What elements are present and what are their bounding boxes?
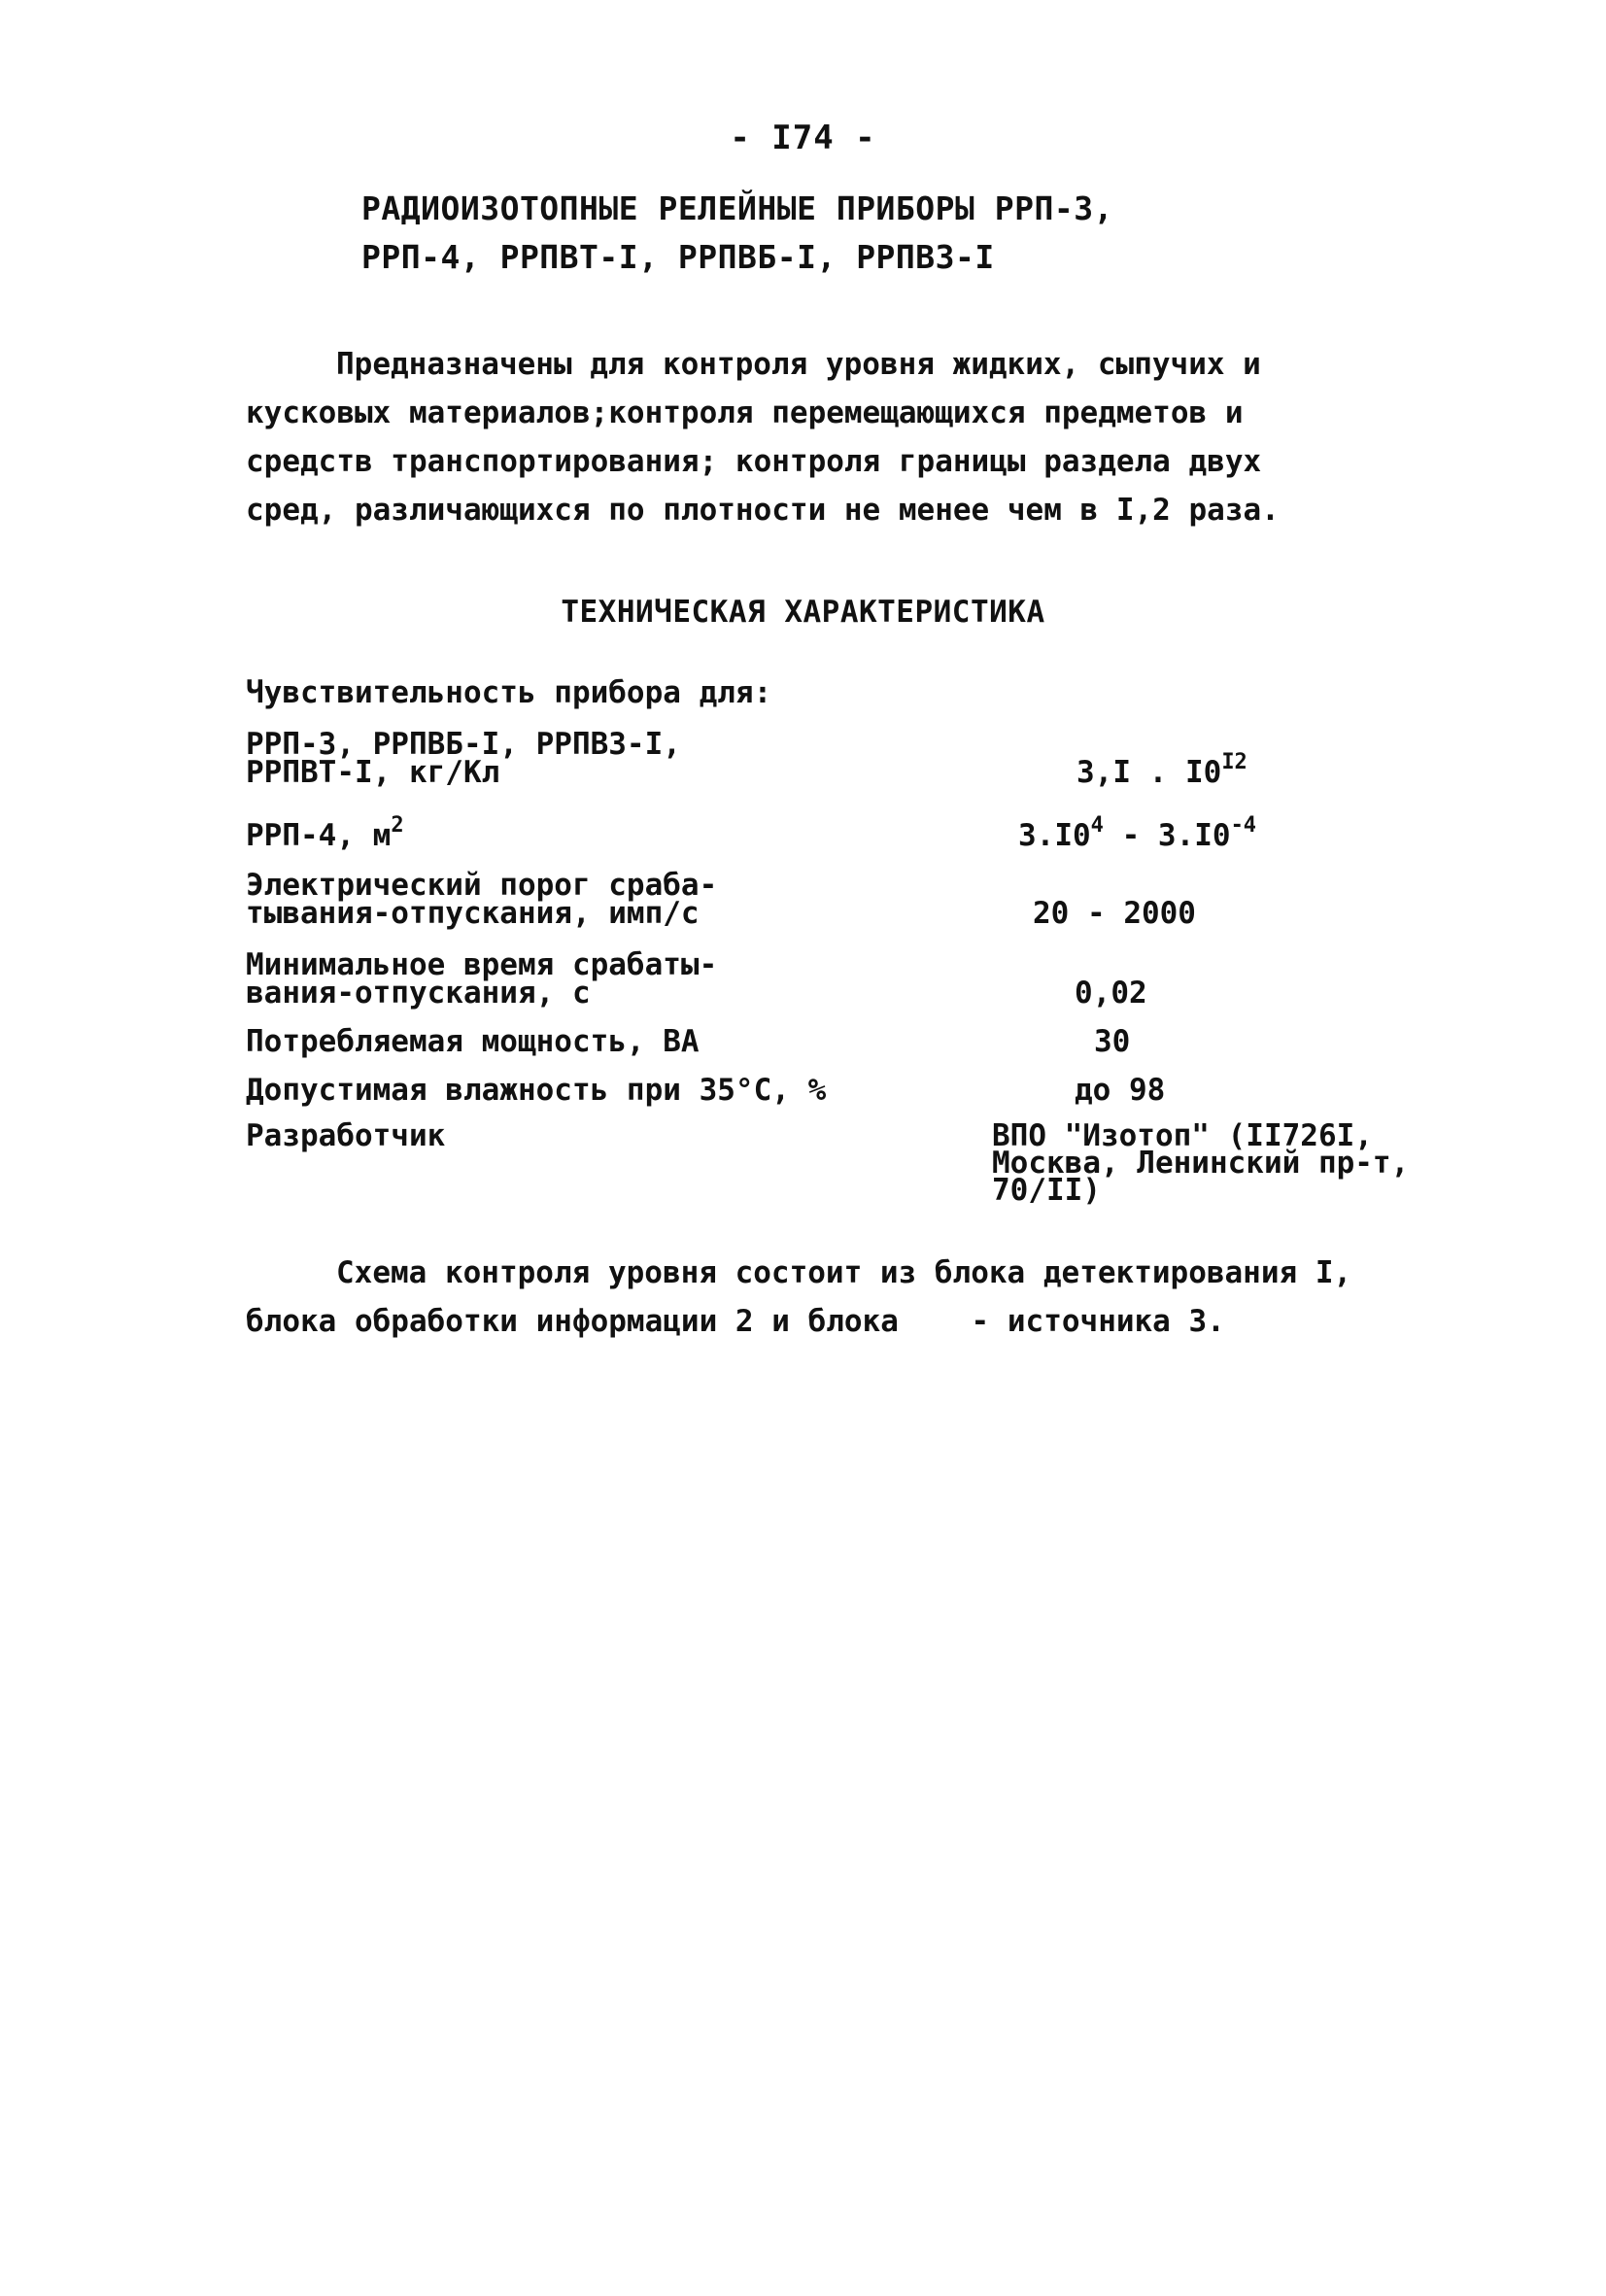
- spec-label: [246, 947, 718, 1011]
- spec-label: Разработчик: [246, 1118, 446, 1153]
- intro-line-4: сред, различающихся по плотности не менее чем в I,2 раза.: [246, 493, 1280, 528]
- title-line-1: РАДИОИЗОТОПНЫЕ РЕЛЕЙНЫЕ ПРИБОРЫ РРП-3,: [361, 189, 1113, 227]
- spec-value: до 98: [1075, 1073, 1166, 1108]
- spec-value-line: ВПО "Изотоп" (II726I,: [992, 1118, 1373, 1153]
- spec-label-base: РРП-4, м: [246, 818, 392, 853]
- spec-label-line: тывания-отпускания, имп/с: [246, 896, 700, 931]
- spec-value-line: 70/II): [992, 1173, 1101, 1208]
- spec-label: [246, 727, 681, 790]
- spec-value: [992, 1118, 1410, 1208]
- spec-value-base: 3,I . I0: [1076, 755, 1222, 790]
- intro-line-2: кусковых материалов;контроля перемещающихся предметов и: [246, 395, 1244, 430]
- spec-value: 20 - 2000: [1033, 896, 1196, 931]
- spec-value-line: Москва, Ленинский пр-т,: [992, 1146, 1410, 1181]
- spec-row-sensitivity-rrp3: [246, 727, 1460, 790]
- spec-label-line: Минимальное время срабаты-: [246, 947, 718, 982]
- spec-value-separator: -: [1103, 818, 1158, 853]
- spec-label-line: вания-отпускания, с: [246, 976, 591, 1011]
- spec-value-b: 3.I0: [1157, 818, 1231, 853]
- closing-paragraph: [246, 1249, 1351, 1346]
- intro-line-3: средств транспортирования; контроля границы раздела двух: [246, 444, 1262, 479]
- intro-paragraph: [246, 340, 1363, 534]
- closing-line-1: Схема контроля уровня состоит из блока детектирования I,: [336, 1255, 1352, 1290]
- spec-value-a: 3.I0: [1018, 818, 1091, 853]
- intro-line-1: Предназначены для контроля уровня жидких, сыпучих и: [336, 347, 1261, 382]
- document-title: [361, 185, 1113, 282]
- closing-line-2: блока обработки информации 2 и блока - источника 3.: [246, 1304, 1225, 1339]
- section-title: ТЕХНИЧЕСКАЯ ХАРАКТЕРИСТИКА: [561, 595, 1045, 630]
- spec-value: [1076, 750, 1247, 790]
- spec-header: Чувствительность прибора для:: [246, 675, 772, 710]
- spec-row-humidity: [246, 1073, 1460, 1108]
- spec-row-min-time: [246, 947, 1460, 1011]
- spec-label: [246, 868, 718, 931]
- spec-value: 30: [1094, 1024, 1131, 1059]
- page-number: - I74 -: [730, 119, 876, 157]
- spec-row-threshold: [246, 868, 1460, 931]
- spec-row-developer: [246, 1118, 1460, 1208]
- spec-value-exponent: I2: [1221, 750, 1247, 774]
- spec-label: Допустимая влажность при 35°С, %: [246, 1073, 827, 1108]
- spec-label-line: РРП-3, РРПВБ-I, РРПВЗ-I,: [246, 727, 681, 762]
- spec-value-a-exponent: 4: [1090, 813, 1104, 838]
- spec-row-power: [246, 1024, 1460, 1059]
- spec-value: 0,02: [1075, 976, 1147, 1011]
- spec-label: Потребляемая мощность, ВА: [246, 1024, 700, 1059]
- spec-row-sensitivity-rrp4: [246, 813, 1460, 853]
- spec-label-line: Электрический порог сраба-: [246, 868, 718, 903]
- spec-label: [246, 813, 404, 853]
- spec-value: [1018, 813, 1257, 853]
- spec-label-exponent: 2: [391, 813, 404, 838]
- title-line-2: РРП-4, РРПВТ-I, РРПВБ-I, РРПВЗ-I: [361, 238, 995, 276]
- spec-value-b-exponent: -4: [1230, 813, 1257, 838]
- spec-label-line: РРПВТ-I, кг/Кл: [246, 755, 500, 790]
